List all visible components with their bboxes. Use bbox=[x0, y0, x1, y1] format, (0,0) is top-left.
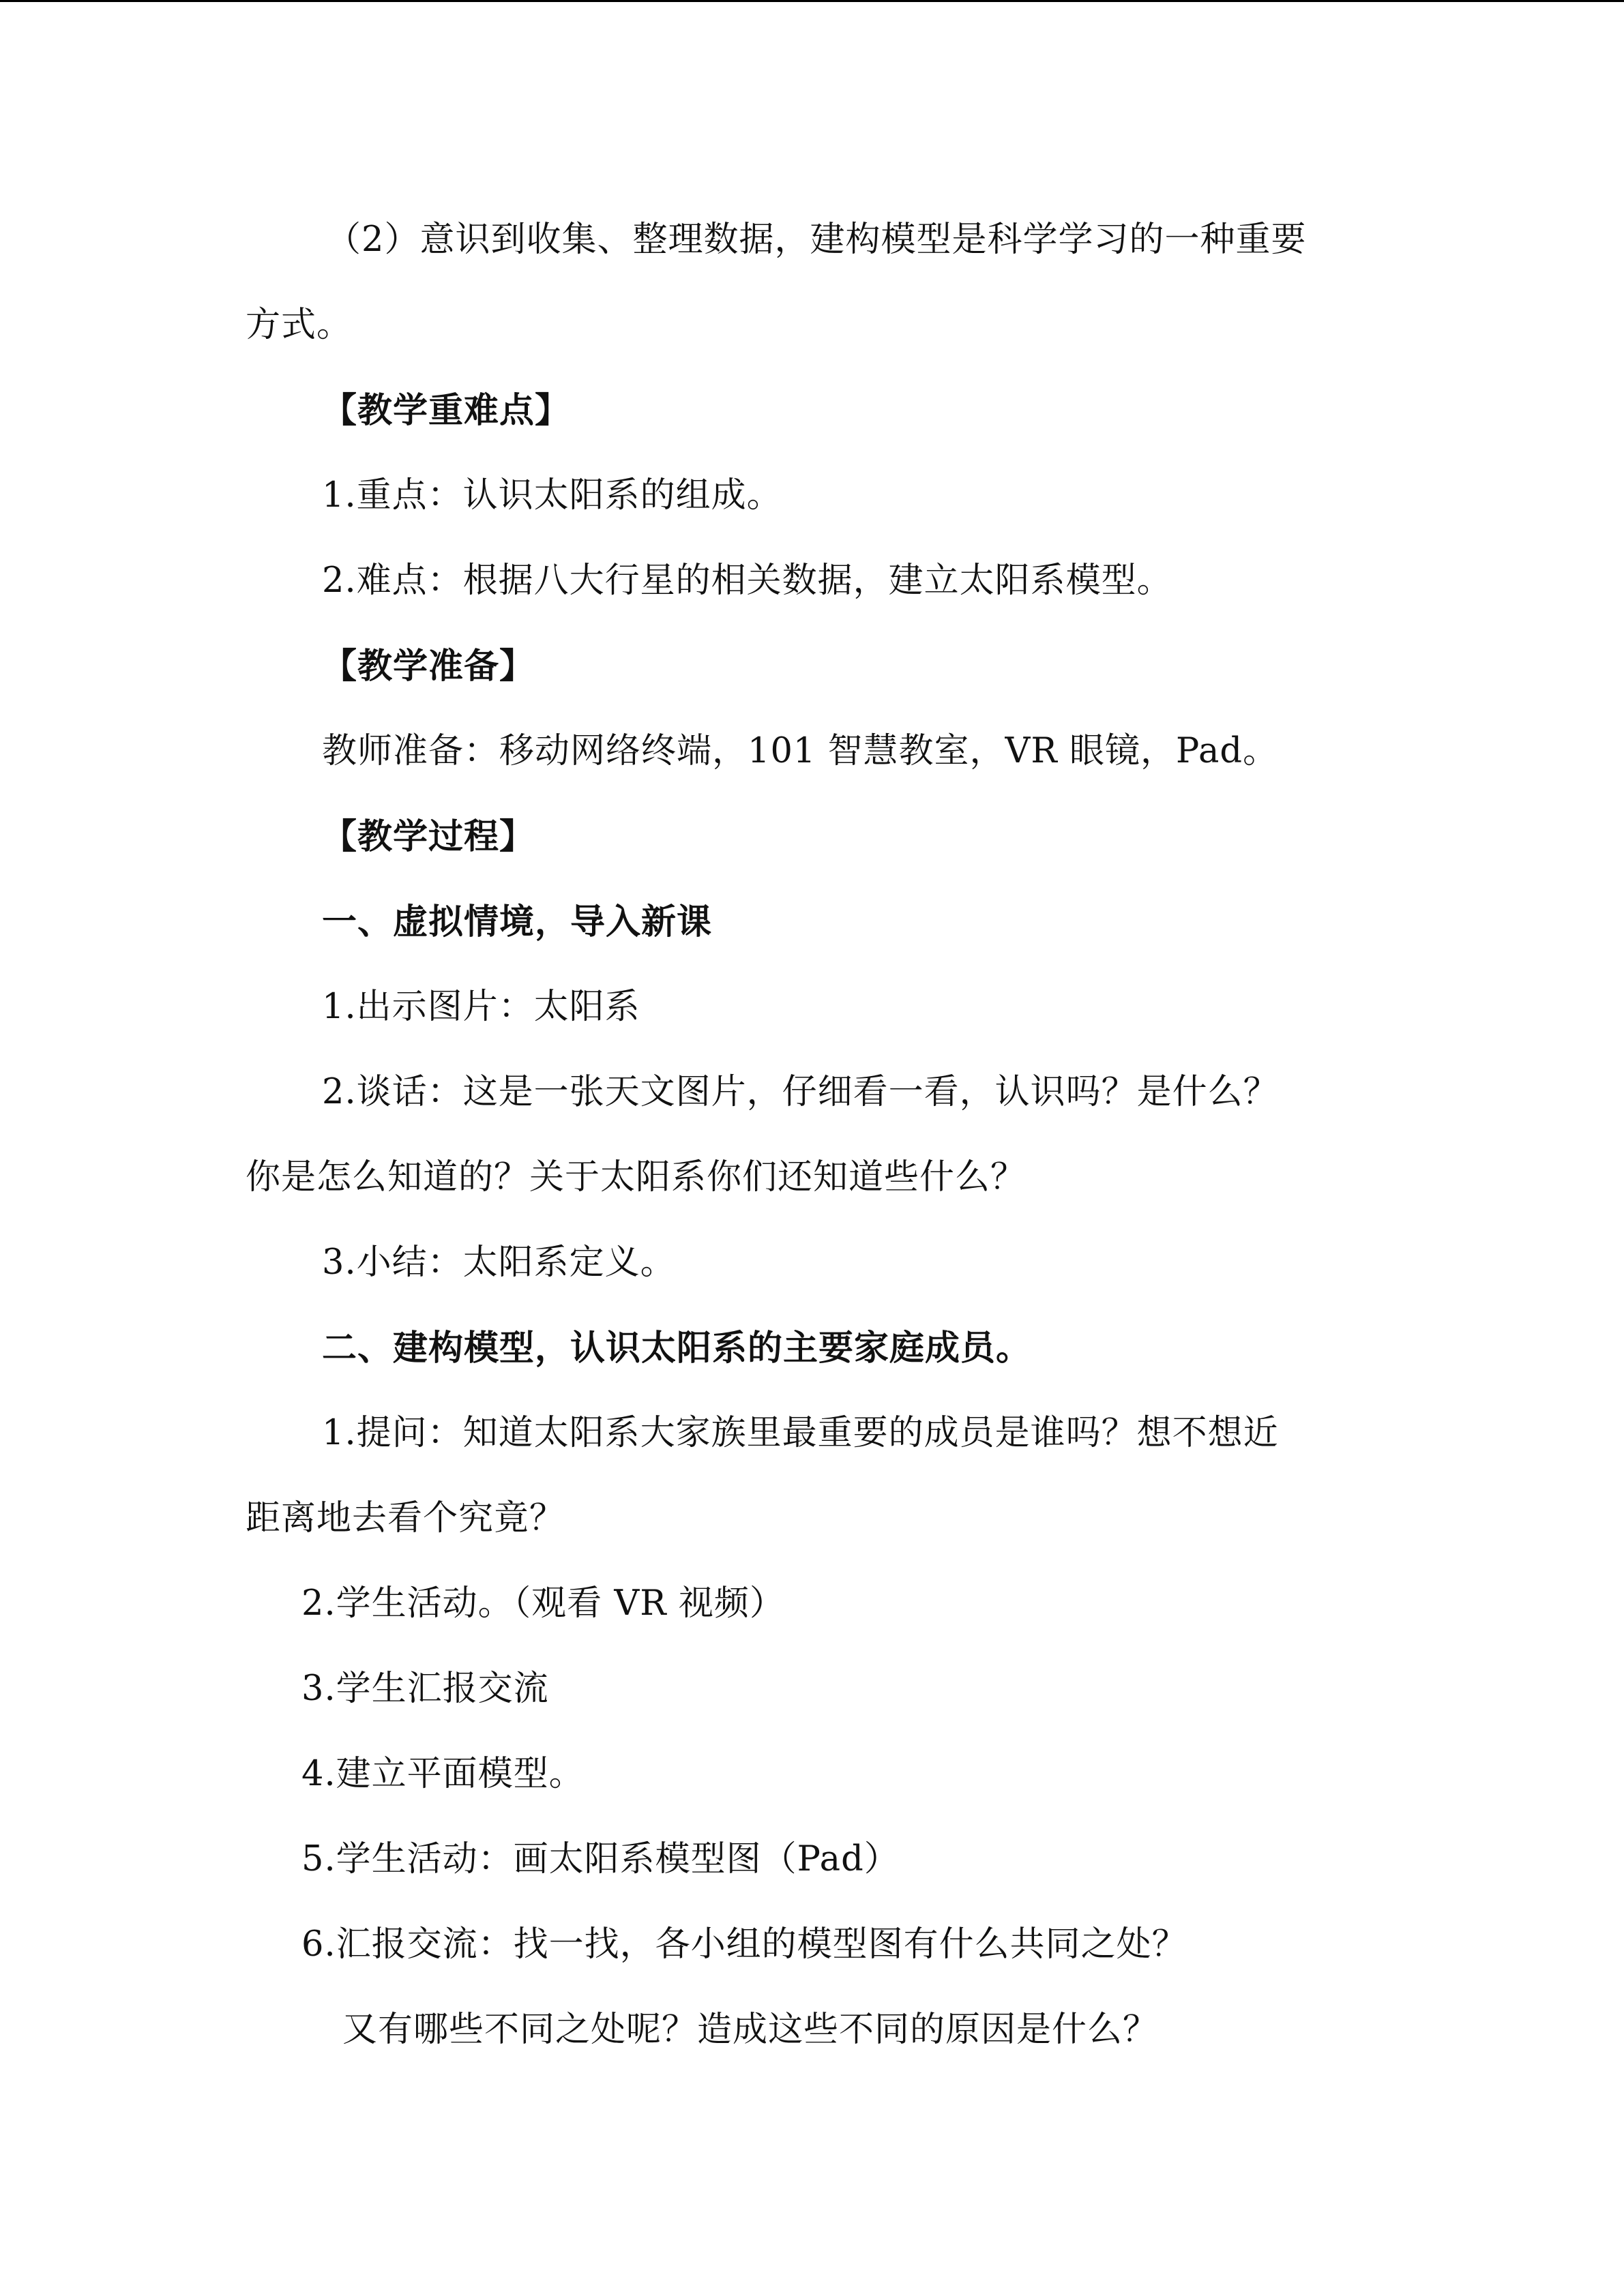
step-1-1: 1.出示图片：太阳系 bbox=[322, 987, 640, 1027]
teacher-preparation: 教师准备：移动网络终端，101 智慧教室，VR 眼镜，Pad。 bbox=[322, 731, 1279, 771]
heading-process: 【教学过程】 bbox=[322, 816, 535, 857]
objective-line-2b: 方式。 bbox=[246, 305, 353, 345]
step-1-3: 3.小结：太阳系定义。 bbox=[322, 1242, 676, 1283]
step-2-6a: 6.汇报交流：找一找，各小组的模型图有什么共同之处？ bbox=[301, 1924, 1187, 1965]
step-1-2a: 2.谈话：这是一张天文图片，仔细看一看，认识吗？是什么？ bbox=[322, 1072, 1279, 1112]
step-2-1a: 1.提问：知道太阳系大家族里最重要的成员是谁吗？想不想近 bbox=[322, 1413, 1279, 1453]
key-point-2: 2.难点：根据八大行星的相关数据，建立太阳系模型。 bbox=[322, 561, 1172, 601]
section-heading-1: 一、虚拟情境，导入新课 bbox=[322, 901, 713, 942]
section-heading-2: 二、建构模型，认识太阳系的主要家庭成员。 bbox=[322, 1328, 1032, 1369]
document-page bbox=[246, 0, 1378, 2296]
step-1-2b: 你是怎么知道的？关于太阳系你们还知道些什么？ bbox=[246, 1157, 1027, 1197]
step-2-6b: 又有哪些不同之处呢？造成这些不同的原因是什么？ bbox=[342, 2010, 1159, 2050]
key-point-1: 1.重点：认识太阳系的组成。 bbox=[322, 475, 782, 516]
heading-key-points: 【教学重难点】 bbox=[322, 390, 571, 431]
heading-preparation: 【教学准备】 bbox=[322, 646, 535, 687]
objective-line-2a: （2）意识到收集、整理数据，建构模型是科学学习的一种重要 bbox=[326, 220, 1307, 260]
step-2-5: 5.学生活动：画太阳系模型图（Pad） bbox=[301, 1839, 900, 1879]
step-2-2: 2.学生活动。（观看 VR 视频） bbox=[301, 1583, 785, 1624]
step-2-3: 3.学生汇报交流 bbox=[301, 1669, 549, 1709]
step-2-1b: 距离地去看个究竟？ bbox=[246, 1498, 565, 1538]
step-2-4: 4.建立平面模型。 bbox=[301, 1754, 585, 1794]
